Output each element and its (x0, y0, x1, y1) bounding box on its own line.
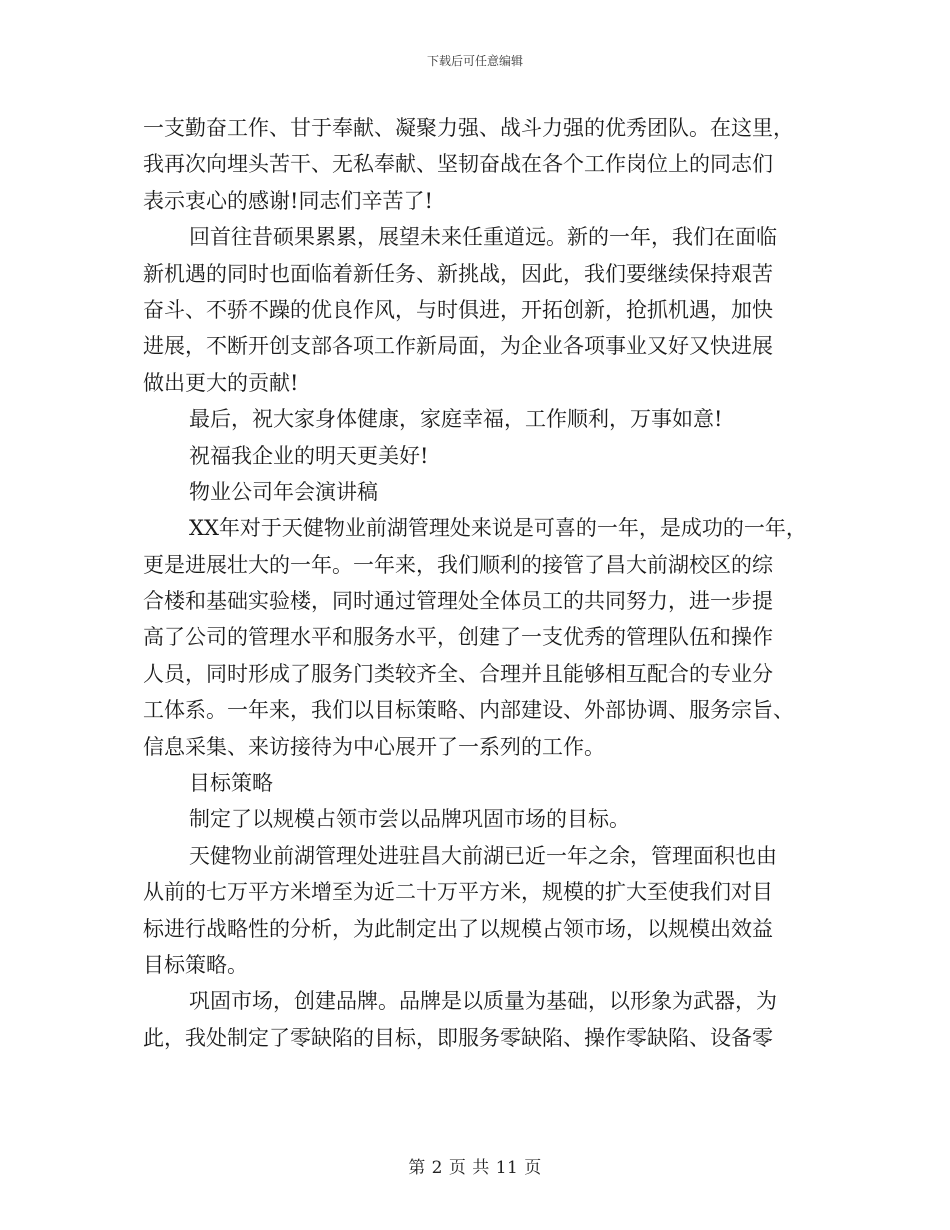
text-line: 此，我处制定了零缺陷的目标，即服务零缺陷、操作零缺陷、设备零 (143, 1025, 773, 1050)
text-line: 合楼和基础实验楼，同时通过管理处全体员工的共同努力，进一步提 (143, 589, 773, 614)
text-line: 目标策略。 (143, 952, 248, 977)
text-line: 奋斗、不骄不躁的优良作风，与时俱进，开拓创新，抢抓机遇，加快 (143, 297, 773, 322)
text-line: 巩固市场，创建品牌。品牌是以质量为基础，以形象为武器，为 (189, 989, 777, 1014)
text-line: 信息采集、来访接待为中心展开了一系列的工作。 (143, 734, 605, 759)
text-line: 工体系。一年来，我们以目标策略、内部建设、外部协调、服务宗旨、 (143, 698, 794, 723)
text-line: XX年对于天健物业前湖管理处来说是可喜的一年，是成功的一年， (189, 516, 807, 541)
text-line: 目标策略 (189, 771, 273, 796)
text-line: 祝福我企业的明天更美好! (189, 443, 429, 468)
text-line: 物业公司年会演讲稿 (189, 479, 378, 504)
text-line: 做出更大的贡献! (143, 370, 299, 395)
text-line: 高了公司的管理水平和服务水平，创建了一支优秀的管理队伍和操作 (143, 625, 773, 650)
text-line: 最后，祝大家身体健康，家庭幸福，工作顺利，万事如意! (189, 407, 723, 432)
page-header-note: 下载后可任意编辑 (426, 54, 523, 68)
text-line: 回首往昔硕果累累，展望未来任重道远。新的一年，我们在面临 (189, 225, 777, 250)
text-line: 标进行战略性的分析，为此制定出了以规模占领市场，以规模出效益 (143, 916, 773, 941)
text-line: 从前的七万平方米增至为近二十万平方米，规模的扩大至使我们对目 (143, 880, 773, 905)
text-line: 进展，不断开创支部各项工作新局面，为企业各项事业又好又快进展 (143, 334, 773, 359)
text-line: 人员，同时形成了服务门类较齐全、合理并且能够相互配合的专业分 (143, 661, 773, 686)
text-line: 更是进展壮大的一年。一年来，我们顺利的接管了昌大前湖校区的综 (143, 552, 773, 577)
page-number-footer: 第 2 页 共 11 页 (408, 1158, 542, 1178)
text-line: 一支勤奋工作、甘于奉献、凝聚力强、战斗力强的优秀团队。在这里， (143, 116, 794, 140)
document-body (143, 110, 823, 1056)
text-line: 我再次向埋头苦干、无私奉献、坚韧奋战在各个工作岗位上的同志们 (143, 152, 773, 177)
text-line: 天健物业前湖管理处进驻昌大前湖已近一年之余，管理面积也由 (189, 843, 777, 868)
text-line: 制定了以规模占领市尝以品牌巩固市场的目标。 (189, 807, 630, 832)
text-line: 表示衷心的感谢!同志们辛苦了! (143, 188, 433, 213)
text-line: 新机遇的同时也面临着新任务、新挑战，因此，我们要继续保持艰苦 (143, 261, 773, 286)
